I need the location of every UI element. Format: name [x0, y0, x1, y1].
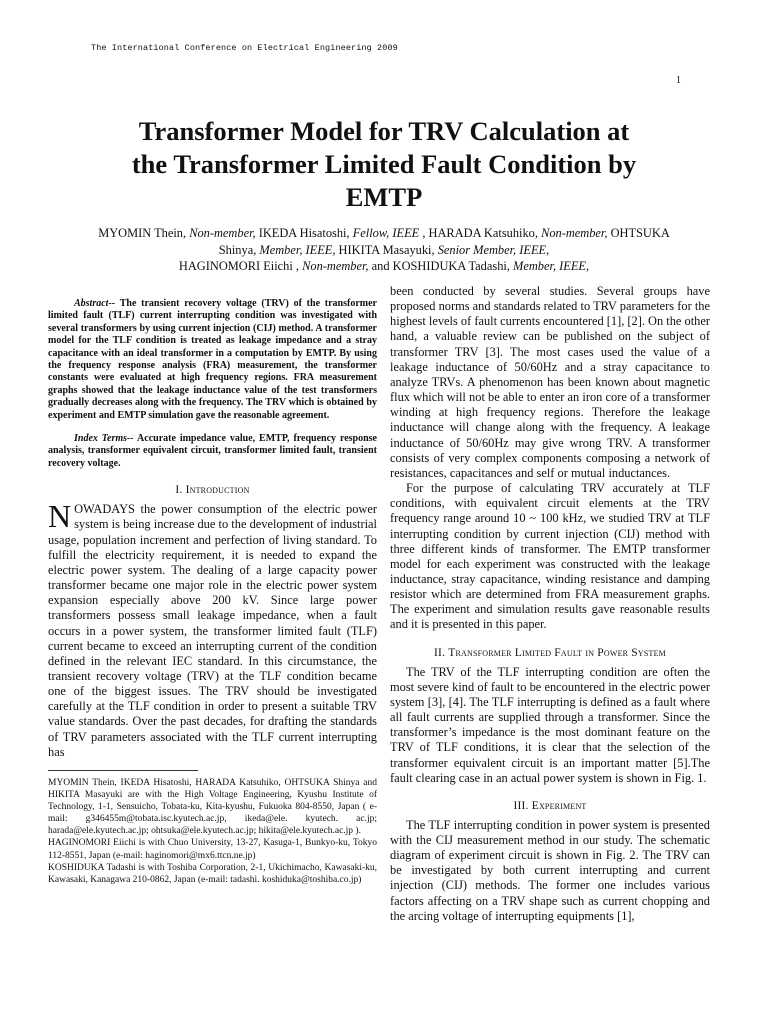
author-name: and KOSHIDUKA Tadashi,: [371, 259, 514, 273]
section-number: II.: [434, 646, 449, 659]
index-terms: [48, 433, 377, 470]
index-terms-text: Accurate impedance value, EMTP, frequency response analysis, transformer equivalent circuit, transformer limited fault, transient recovery voltage.: [48, 433, 377, 469]
paper-title: [60, 115, 708, 214]
author-name: IKEDA Hisatoshi,: [258, 226, 353, 240]
section-title: Introduction: [185, 484, 250, 497]
title-line-1: Transformer Model for TRV Calculation at: [138, 116, 630, 146]
section-heading-experiment: [390, 800, 710, 812]
author-affiliation: Member, IEEE,: [513, 259, 590, 273]
author-name: OHTSUKA Shinya,: [218, 226, 670, 257]
page-number: 1: [676, 75, 681, 86]
section-number: III.: [513, 799, 532, 812]
footnote: KOSHIDUKA Tadashi is with Toshiba Corporation, 2-1, Ukichimacho, Kawasaki-ku, Kawasaki, Kanagawa 210-0862, Japan (e-mail: tadashi. koshiduka@toshiba.co.jp): [48, 862, 377, 885]
abstract-text: The transient recovery voltage (TRV) of the transformer limited fault (TLF) current interrupting condition was investigated with several transformers by using current injection (CIJ) method. A transformer model for the TLF condition is treated as leakage impedance and a stray capacitance with an ideal transformer in a computation by EMTP. By using the frequency response analysis (FRA) measurement, the transformer constants were evaluated at high frequency regions. FRA measurement graphs showed that the leakage inductance value of the test transformers gradually decreases along with the frequency. The TRV which is obtained by experiment and EMTP simulation gave the reasonable agreement.: [48, 298, 377, 421]
intro-text: OWADAYS the power consumption of the electric power system is being increase due to the development of industrial usage, population increment and perfection of living standard. To fulfill the electricity requirement, it is needed to expand the electric power system. The dealing of a large capacity power transformer became one major role in the electric power system expansion especially above 200 kV. Since large power transformers possess small leakage impedance, when a fault occurs in a power system, the transformer limited fault (TLF) current became to exceed an interrupting current of the condition defined in the relevant IEC standard. In this circumstance, the transient recovery voltage (TRV) at the TLF condition became one of the biggest issues. The TRV should be investigated carefully at the TLF condition in order to present a suitable TRV value standards. Over the past decades, for drafting the standards of TRV parameters associated with the TLF current interrupting has: [48, 502, 377, 759]
intro-paragraph-continued: been conducted by several studies. Several groups have proposed norms and standards related to TRV parameters for the highest levels of fault currents encountered [1], [2]. On the other hand, a valuable review can be published on the subject of transformer TRV [3]. The most cases used the value of a leakage inductance of 50/60Hz and a stray capacitance to analyze TRVs. A phenomenon has been known about magnetic flux which will not be able to enter an iron core of a transformer winding at high frequency regions. Therefore the leakage inductance will change along with the frequency. A leakage inductance of 50/60Hz may give wrong TRV. A transformer consists of very complex components composing a network of resistances, capacitances and self or mutual inductances.: [390, 284, 710, 480]
abstract-lead: Abstract--: [74, 298, 116, 309]
intro-paragraph: [48, 498, 377, 760]
author-name: , HARADA Katsuhiko,: [422, 226, 542, 240]
author-name: HAGINOMORI Eiichi: [178, 259, 296, 273]
author-affiliation: Fellow, IEEE: [352, 226, 423, 240]
intro-paragraph-2: For the purpose of calculating TRV accurately at TLF conditions, with equivalent circuit elements at the TRV frequency range around 10 ~ 100 kHz, we studied TRV at TLF interrupting condition by current injection (CIJ) method with three different kinds of transformer. The EMTP transformer model for each experiment was constructed with the leakage inductance, stray capacitance, winding resistance and damping resistor which are determined from FRA measurement graphs. The experiment and simulation results gave reasonable results and it is presented in this paper.: [390, 481, 710, 632]
running-head: The International Conference on Electrical Engineering 2009: [91, 43, 398, 53]
author-list: [80, 225, 688, 275]
drop-cap: N: [48, 498, 72, 535]
author-affiliation: , Non-member,: [295, 259, 372, 273]
author-name: HIKITA Masayuki,: [338, 242, 438, 257]
author-affiliation: Member, IEEE,: [259, 242, 339, 257]
section-number: I.: [175, 484, 186, 497]
section-title: Transformer Limited Fault in Power System: [448, 646, 666, 659]
footnote: HAGINOMORI Eiichi is with Chuo University, 13-27, Kasuga-1, Bunkyo-ku, Tokyo 112-8551, Japan (e-mail: haginomori@mx6.ttcn.ne.jp): [48, 838, 377, 861]
right-column: [390, 284, 710, 924]
author-affiliation: Non-member,: [541, 226, 611, 240]
author-name: MYOMIN Thein,: [98, 226, 190, 240]
index-terms-lead: Index Terms--: [74, 433, 134, 445]
abstract: [48, 298, 377, 422]
left-column: [48, 298, 377, 886]
title-line-3: EMTP: [345, 182, 423, 212]
author-affiliation: Non-member,: [189, 226, 259, 240]
title-line-2: the Transformer Limited Fault Condition by: [131, 149, 637, 179]
footnote-divider: [48, 770, 198, 771]
section3-paragraph: The TLF interrupting condition in power system is presented with the CIJ measurement method in our study. The schematic diagram of experiment circuit is shown in Fig. 2. The TRV can be investigated by both current interrupting and current injection (CIJ) methods. The former one includes various factors affecting on a TRV shape such as current chopping and the arcing voltage of interrupting equipments [1],: [390, 817, 710, 923]
section-heading-introduction: [48, 484, 377, 496]
author-affiliation: Senior Member, IEEE,: [437, 242, 550, 257]
section2-paragraph: The TRV of the TLF interrupting condition are often the most severe kind of fault to be encountered in the electric power system [3], [4]. The TLF interrupting is defined as a fault where all fault currents are supplied through a transformer. Since the transformer’s impedance is the most dominant feature on the TRV of TLF conditions, it is clear that the selection of the transformer equivalent circuit is an important matter [5].The fault clearing case in an actual power system is shown in Fig. 1.: [390, 664, 710, 785]
footnote: MYOMIN Thein, IKEDA Hisatoshi, HARADA Katsuhiko, OHTSUKA Shinya and HIKITA Masayuki are with the High Voltage Engineering, Kyushu Institute of Technology, 1-1, Sensuicho, Tobata-ku, Kita-kyushu, Fukuoka 804-8550, Japan ( e-mail: g346455m@tobata.isc.kyutech.ac.jp, ikeda@ele. kyutech. ac.jp; harada@ele.kyutech.ac.jp; ohtsuka@ele.kyutech.ac.jp; hikita@ele.kyutech.ac.jp ).: [48, 777, 377, 837]
section-heading-tlf: [390, 647, 710, 659]
section-title: Experiment: [531, 799, 587, 812]
